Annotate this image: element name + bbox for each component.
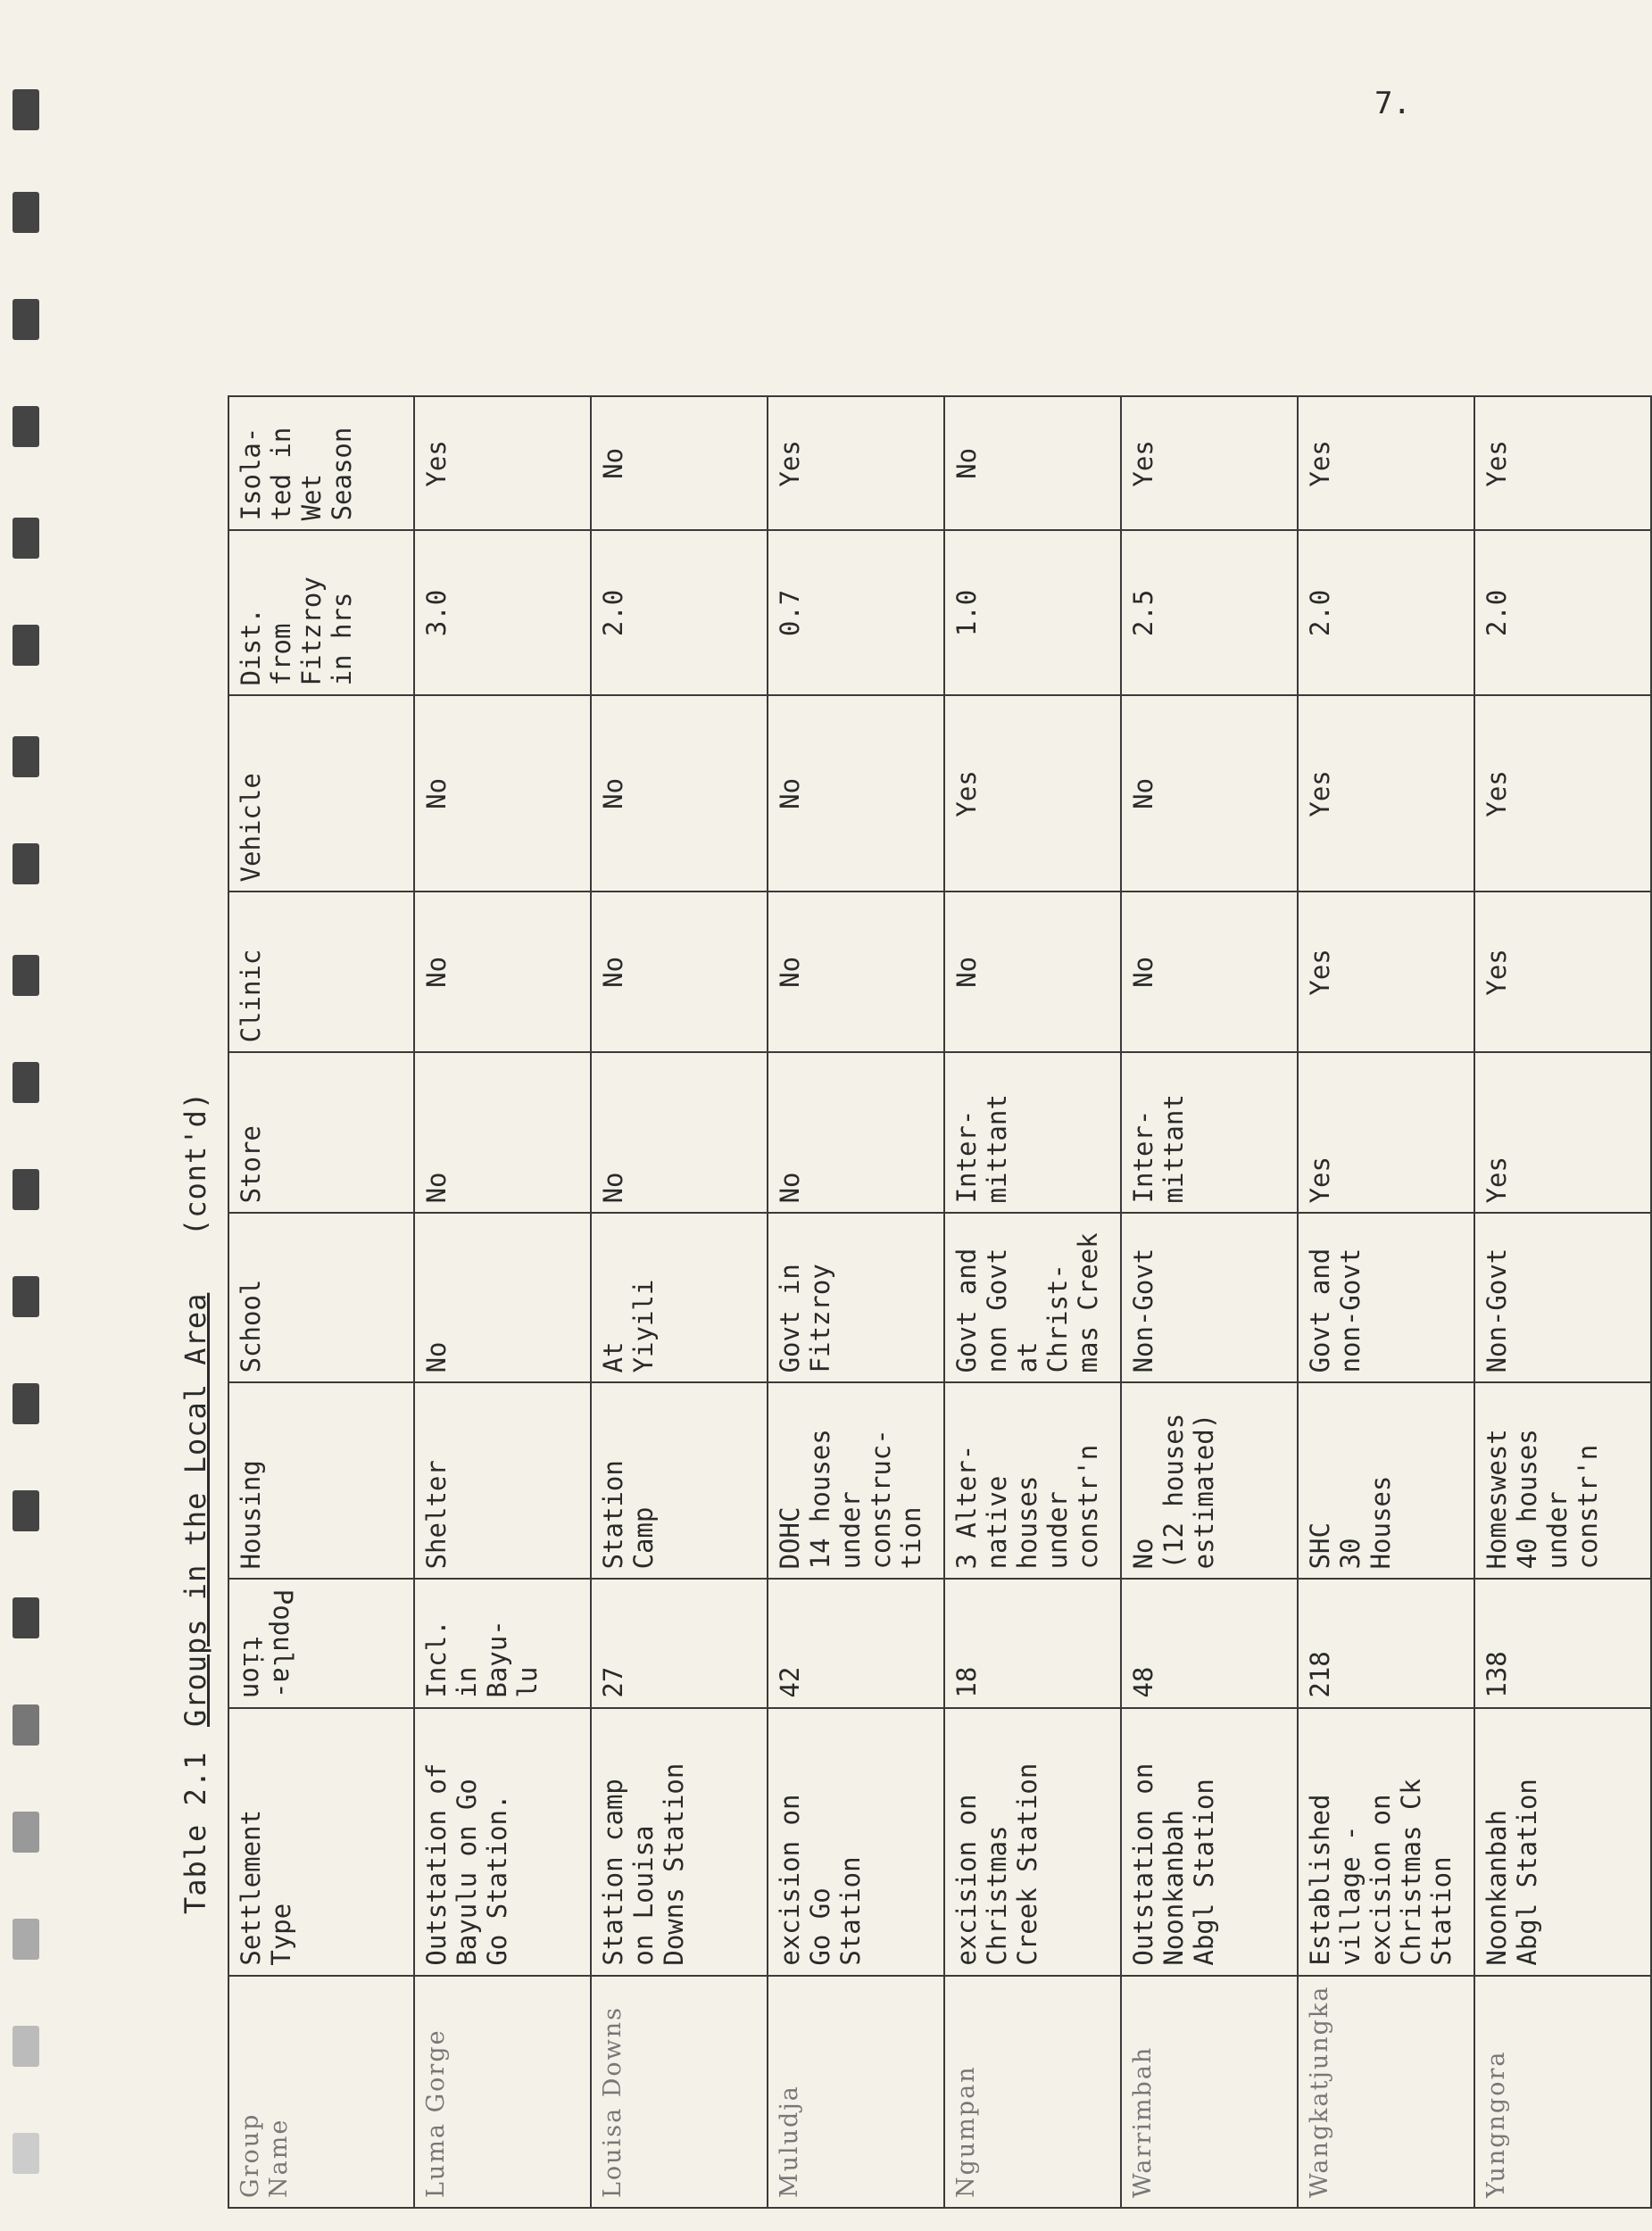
header-clinic: Clinic <box>228 892 414 1052</box>
cell-vehicle: No <box>591 695 768 892</box>
rotated-table-region <box>152 152 1603 2209</box>
cell-distance: 2.0 <box>1298 530 1474 695</box>
binding-hole <box>12 843 39 884</box>
table-row <box>1298 396 1474 2208</box>
table-title: Groups in the Local Area <box>178 1292 212 1727</box>
cell-population: 18 <box>944 1579 1121 1707</box>
table-row <box>1121 396 1298 2208</box>
cell-group-name: Luma Gorge <box>414 1976 591 2208</box>
table-number: Table 2.1 <box>178 1751 212 1914</box>
binding-hole <box>12 406 39 447</box>
cell-group-name: Warrimbah <box>1121 1976 1298 2208</box>
cell-school: Govt and non-Govt <box>1298 1213 1474 1382</box>
cell-store: No <box>591 1052 768 1213</box>
cell-store: Inter- mittant <box>944 1052 1121 1213</box>
header-housing: Housing <box>228 1382 414 1579</box>
binding-hole <box>12 955 39 996</box>
header-distance: Dist. from Fitzroy in hrs <box>228 530 414 695</box>
cell-isolated: No <box>944 396 1121 530</box>
cell-distance: 3.0 <box>414 530 591 695</box>
binding-hole <box>12 2133 39 2174</box>
binding-hole <box>12 2026 39 2067</box>
cell-school: Non-Govt <box>1121 1213 1298 1382</box>
cell-housing: Station Camp <box>591 1382 768 1579</box>
table-continued: (cont'd) <box>178 1091 212 1236</box>
binding-hole <box>12 736 39 777</box>
cell-group-name: Ngumpan <box>944 1976 1121 2208</box>
cell-settlement-type: Outstation on Noonkanbah Abgl Station <box>1121 1708 1298 1976</box>
ring-binding <box>0 0 54 2231</box>
table-row <box>1474 396 1651 2208</box>
cell-clinic: No <box>1121 892 1298 1052</box>
cell-school: At Yiyili <box>591 1213 768 1382</box>
cell-distance: 2.0 <box>591 530 768 695</box>
binding-hole <box>12 1704 39 1746</box>
cell-school: Non-Govt <box>1474 1213 1651 1382</box>
cell-housing: Homeswest 40 houses under constr'n <box>1474 1382 1651 1579</box>
cell-store: No <box>768 1052 944 1213</box>
cell-population: 218 <box>1298 1579 1474 1707</box>
binding-hole <box>12 1919 39 1960</box>
table-row <box>591 396 768 2208</box>
cell-isolated: No <box>591 396 768 530</box>
cell-population: 27 <box>591 1579 768 1707</box>
cell-clinic: No <box>591 892 768 1052</box>
binding-hole <box>12 192 39 233</box>
binding-hole <box>12 1062 39 1103</box>
cell-store: Yes <box>1298 1052 1474 1213</box>
cell-group-name: Wangkatjungka <box>1298 1976 1474 2208</box>
cell-store: Yes <box>1474 1052 1651 1213</box>
cell-isolated: Yes <box>1121 396 1298 530</box>
cell-housing: SHC 30 Houses <box>1298 1382 1474 1579</box>
cell-clinic: No <box>944 892 1121 1052</box>
cell-population: 42 <box>768 1579 944 1707</box>
groups-table <box>228 395 1652 2209</box>
table-row <box>768 396 944 2208</box>
cell-settlement-type: excision on Christmas Creek Station <box>944 1708 1121 1976</box>
cell-distance: 0.7 <box>768 530 944 695</box>
cell-store: Inter- mittant <box>1121 1052 1298 1213</box>
cell-housing: Shelter <box>414 1382 591 1579</box>
cell-housing: No (12 houses estimated) <box>1121 1382 1298 1579</box>
cell-population: 138 <box>1474 1579 1651 1707</box>
cell-group-name: Louisa Downs <box>591 1976 768 2208</box>
cell-population: 48 <box>1121 1579 1298 1707</box>
cell-distance: 1.0 <box>944 530 1121 695</box>
cell-vehicle: No <box>1121 695 1298 892</box>
binding-hole <box>12 89 39 130</box>
cell-school: Govt and non Govt at Christ- mas Creek <box>944 1213 1121 1382</box>
cell-clinic: No <box>414 892 591 1052</box>
header-vehicle: Vehicle <box>228 695 414 892</box>
binding-hole <box>12 625 39 666</box>
binding-hole <box>12 1276 39 1317</box>
cell-housing: DOHC 14 houses under construc- tion <box>768 1382 944 1579</box>
cell-school: Govt in Fitzroy <box>768 1213 944 1382</box>
header-isolated: Isola- ted in Wet Season <box>228 396 414 530</box>
cell-settlement-type: excision on Go Go Station <box>768 1708 944 1976</box>
cell-settlement-type: Station camp on Louisa Downs Station <box>591 1708 768 1976</box>
binding-hole <box>12 1490 39 1531</box>
cell-isolated: Yes <box>1298 396 1474 530</box>
cell-settlement-type: Outstation of Bayulu on Go Go Station. <box>414 1708 591 1976</box>
cell-group-name: Muludja <box>768 1976 944 2208</box>
cell-distance: 2.5 <box>1121 530 1298 695</box>
cell-settlement-type: Noonkanbah Abgl Station <box>1474 1708 1651 1976</box>
cell-vehicle: Yes <box>1298 695 1474 892</box>
header-school: School <box>228 1213 414 1382</box>
cell-store: No <box>414 1052 591 1213</box>
cell-isolated: Yes <box>1474 396 1651 530</box>
cell-group-name: Yungngora <box>1474 1976 1651 2208</box>
table-caption <box>152 549 232 2209</box>
cell-vehicle: No <box>768 695 944 892</box>
page-number: 7. <box>1374 86 1411 121</box>
cell-isolated: Yes <box>768 396 944 530</box>
cell-school: No <box>414 1213 591 1382</box>
table-row <box>414 396 591 2208</box>
binding-hole <box>12 1597 39 1638</box>
cell-distance: 2.0 <box>1474 530 1651 695</box>
table-header-row <box>228 396 414 2208</box>
header-settlement-type: Settlement Type <box>228 1708 414 1976</box>
cell-housing: 3 Alter- native houses under constr'n <box>944 1382 1121 1579</box>
binding-hole <box>12 518 39 559</box>
cell-clinic: Yes <box>1298 892 1474 1052</box>
cell-isolated: Yes <box>414 396 591 530</box>
table-row <box>944 396 1121 2208</box>
binding-hole <box>12 1169 39 1210</box>
binding-hole <box>12 299 39 340</box>
header-population: Popula- tion <box>228 1579 414 1707</box>
cell-clinic: No <box>768 892 944 1052</box>
header-store: Store <box>228 1052 414 1213</box>
cell-population: Incl. in Bayu- lu <box>414 1579 591 1707</box>
binding-hole <box>12 1383 39 1424</box>
cell-vehicle: Yes <box>944 695 1121 892</box>
cell-vehicle: No <box>414 695 591 892</box>
binding-hole <box>12 1812 39 1853</box>
header-group-name: Group Name <box>228 1976 414 2208</box>
cell-settlement-type: Established village - excision on Christmas Ck Station <box>1298 1708 1474 1976</box>
cell-clinic: Yes <box>1474 892 1651 1052</box>
cell-vehicle: Yes <box>1474 695 1651 892</box>
